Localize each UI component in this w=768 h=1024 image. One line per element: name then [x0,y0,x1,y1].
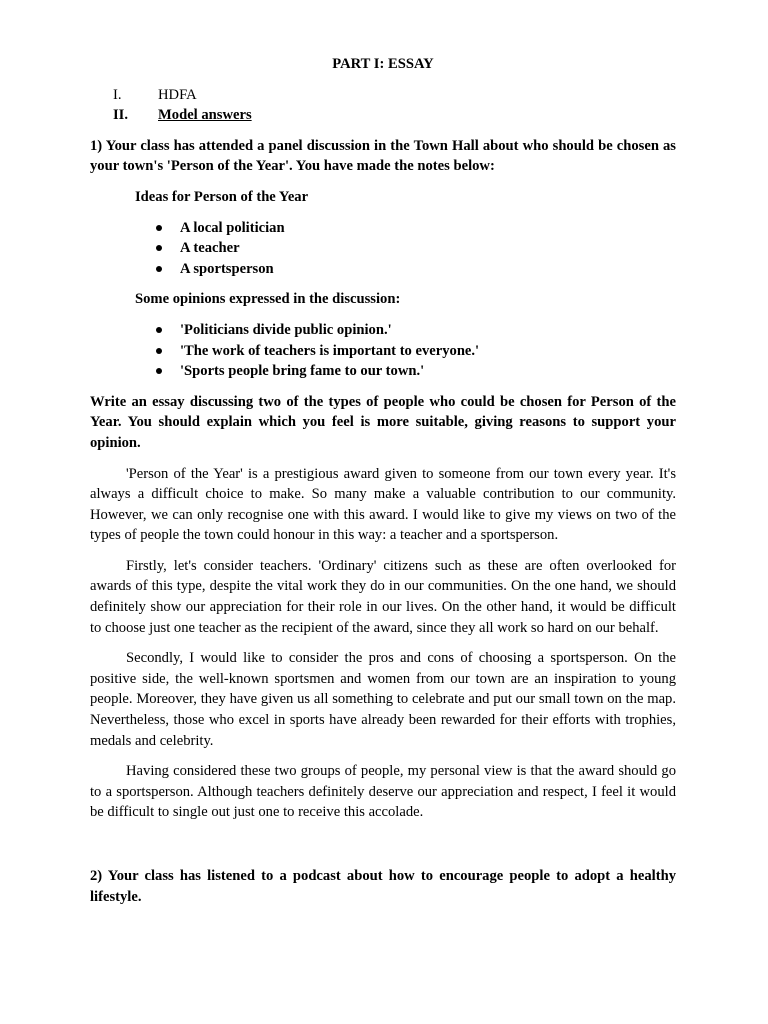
answer-paragraph-1: 'Person of the Year' is a prestigious award given to someone from our town every year. It's always a difficult choice to make. So many make a valuable contribution to our community. However, we can only recognise one with this award. I would like to give my views on two of the types of people the town could honour in this way: a teacher and a sportsperson. [90,465,676,544]
bullet-icon [156,266,162,272]
bullet-icon [156,368,162,374]
ideas-list [90,218,676,280]
list-item: A teacher [90,238,676,259]
bullet-icon [156,348,162,354]
list-item: 'The work of teachers is important to everyone.' [90,341,676,362]
opinions-list [90,320,676,382]
section-number: II. [113,107,129,124]
list-item: 'Sports people bring fame to our town.' [90,361,676,382]
section-list [90,85,676,126]
document-body [90,54,676,907]
bullet-icon [156,225,162,231]
bullet-icon [156,327,162,333]
bullet-icon [156,245,162,251]
answer-paragraph-4: Having considered these two groups of people, my personal view is that the award should go to a sportsperson. Although teachers definitely deserve our appreciation and respect, I feel it would be difficult to single out just one to receive this accolade. [90,763,676,821]
question-1-prompt: 1) Your class has attended a panel discussion in the Town Hall about who should be chosen as your town's 'Person of the Year'. You have made the notes below: [90,137,676,175]
section-item-hdfa [90,85,676,106]
section-label: Model answers [158,107,252,124]
answer-paragraph-2: Firstly, let's consider teachers. 'Ordinary' citizens such as these are often overlooked for awards of this type, despite the vital work they do in our communities. On the one hand, we should definitely show our appreciation for their role in our lives. On the other hand, it would be difficult to choose just one teacher as the recipient of the award, since they all work so hard on our behalf. [90,557,676,636]
spacer [90,823,676,856]
ideas-title: Ideas for Person of the Year [135,188,309,205]
page-title: PART I: ESSAY [332,56,434,72]
section-item-model-answers [90,105,676,126]
section-number: I. [113,86,122,103]
list-item: 'Politicians divide public opinion.' [90,320,676,341]
question-1-task: Write an essay discussing two of the types of people who could be chosen for Person of the Year. You should explain which you feel is more suitable, giving reasons to support your opinion. [90,393,676,451]
section-label: HDFA [158,86,197,103]
list-item: A sportsperson [90,259,676,280]
answer-paragraph-3: Secondly, I would like to consider the pros and cons of choosing a sportsperson. On the positive side, the well-known sportsmen and women from our town are an inspiration to young people. Moreover, they have given us all something to celebrate and put our small town on the map. Nevertheless, those who excel in sports have already been rewarded for their efforts with trophies, medals and celebrity. [90,650,676,749]
list-item: A local politician [90,218,676,239]
opinions-title: Some opinions expressed in the discussion: [135,291,401,308]
question-2-prompt: 2) Your class has listened to a podcast about how to encourage people to adopt a healthy lifestyle. [90,868,676,905]
